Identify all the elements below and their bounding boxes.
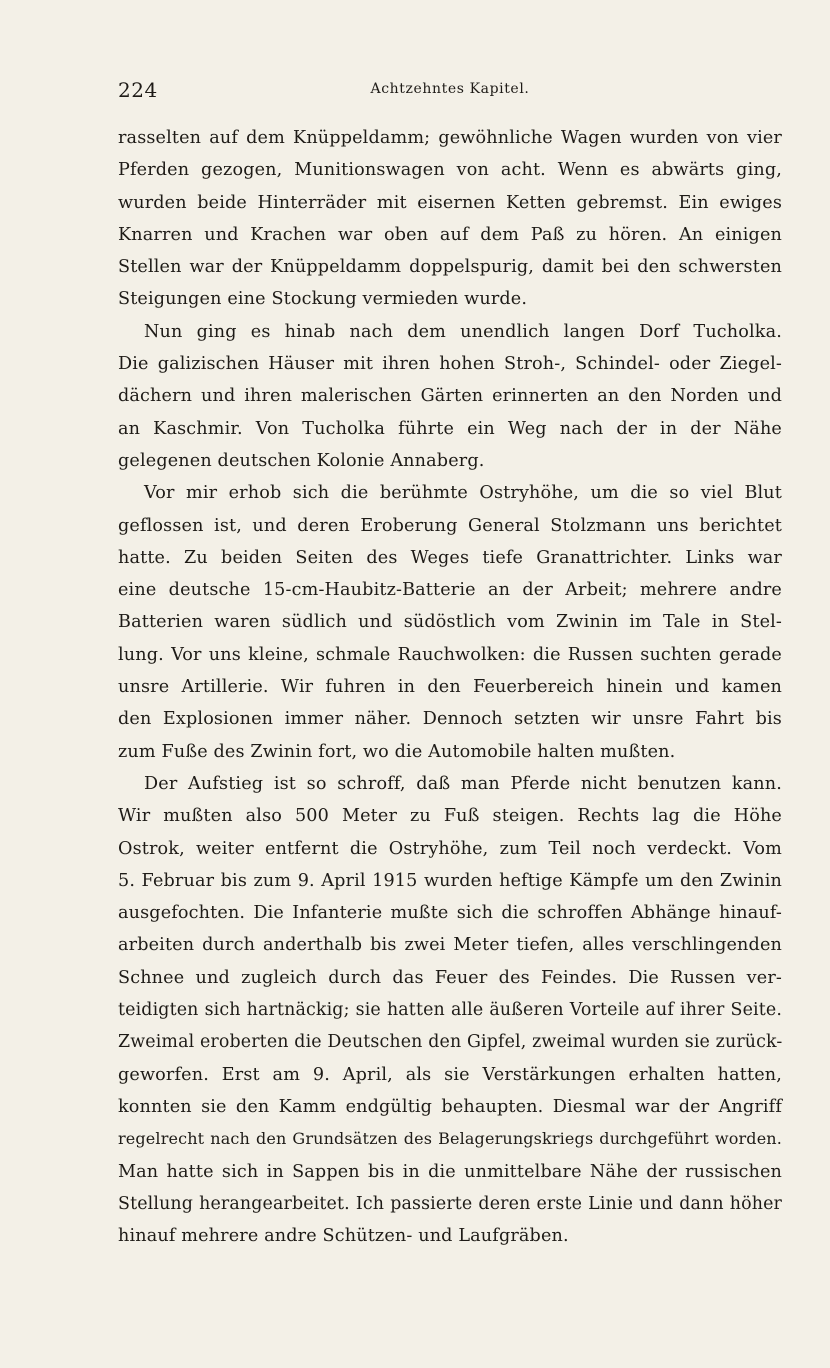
text-line: Man hatte sich in Sappen bis in die unmittelbare Nähe der russischen <box>118 1161 782 1182</box>
text-line: Wir mußten also 500 Meter zu Fuß steigen. Rechts lag die Höhe <box>118 806 782 827</box>
text-line: Batterien waren südlich und südöstlich vom Zwinin im Tale in Stel- <box>118 612 782 633</box>
text-line: hatte. Zu beiden Seiten des Weges tiefe Granattrichter. Links war <box>118 547 782 568</box>
text-line: teidigten sich hartnäckig; sie hatten alle äußeren Vorteile auf ihrer Seite. <box>118 1000 782 1021</box>
text-line: eine deutsche 15-cm-Haubitz-Batterie an der Arbeit; mehrere andre <box>118 580 782 601</box>
text-line: arbeiten durch anderthalb bis zwei Meter tiefen, alles verschlingenden <box>118 935 782 956</box>
text-line: hinauf mehrere andre Schützen- und Laufgräben. <box>118 1226 569 1247</box>
running-head: Achtzehntes Kapitel. <box>370 81 530 97</box>
text-line: Nun ging es hinab nach dem unendlich langen Dorf Tucholka. <box>144 321 782 342</box>
text-line: an Kaschmir. Von Tucholka führte ein Weg nach der in der Nähe <box>118 418 782 439</box>
text-line: Steigungen eine Stockung vermieden wurde. <box>118 289 528 310</box>
text-line: Schnee und zugleich durch das Feuer des Feindes. Die Russen ver- <box>118 967 782 988</box>
text-line: konnten sie den Kamm endgültig behaupten. Diesmal war der Angriff <box>118 1096 782 1117</box>
text-line: Pferden gezogen, Munitionswagen von acht. Wenn es abwärts ging, <box>118 160 782 181</box>
text-line: Stellung herangearbeitet. Ich passierte deren erste Linie und dann höher <box>118 1193 782 1214</box>
text-line: Vor mir erhob sich die berühmte Ostryhöhe, um die so viel Blut <box>144 483 782 504</box>
text-line: geworfen. Erst am 9. April, als sie Verstärkungen erhalten hatten, <box>118 1064 782 1085</box>
text-line: regelrecht nach den Grundsätzen des Belagerungskriegs durchgeführt worden. <box>118 1129 782 1149</box>
text-line: geflossen ist, und deren Eroberung General Stolzmann uns berichtet <box>118 515 782 536</box>
text-line: lung. Vor uns kleine, schmale Rauchwolken: die Russen suchten gerade <box>118 644 782 665</box>
text-line: dächern und ihren malerischen Gärten erinnerten an den Norden und <box>118 386 782 407</box>
text-line: Ostrok, weiter entfernt die Ostryhöhe, zum Teil noch verdeckt. Vom <box>118 838 782 859</box>
text-line: Knarren und Krachen war oben auf dem Paß zu hören. An einigen <box>118 224 782 245</box>
text-line: 5. Februar bis zum 9. April 1915 wurden heftige Kämpfe um den Zwinin <box>118 870 782 891</box>
text-line: ausgefochten. Die Infanterie mußte sich die schroffen Abhänge hinauf- <box>118 903 782 924</box>
page-number: 224 <box>118 78 158 102</box>
text-line: Zweimal eroberten die Deutschen den Gipfel, zweimal wurden sie zurück- <box>118 1032 783 1053</box>
text-line: gelegenen deutschen Kolonie Annaberg. <box>118 450 485 471</box>
text-line: Der Aufstieg ist so schroff, daß man Pferde nicht benutzen kann. <box>144 773 782 794</box>
text-line: wurden beide Hinterräder mit eisernen Ketten gebremst. Ein ewiges <box>118 192 782 213</box>
body-text <box>118 122 782 1252</box>
text-line: den Explosionen immer näher. Dennoch setzten wir unsre Fahrt bis <box>118 709 782 730</box>
text-line: Stellen war der Knüppeldamm doppelspurig, damit bei den schwersten <box>118 257 782 278</box>
text-line: Die galizischen Häuser mit ihren hohen Stroh-, Schindel- oder Ziegel- <box>118 354 782 375</box>
page-header <box>118 78 782 108</box>
text-line: rasselten auf dem Knüppeldamm; gewöhnliche Wagen wurden von vier <box>118 128 782 148</box>
text-line: unsre Artillerie. Wir fuhren in den Feuerbereich hinein und kamen <box>118 677 782 698</box>
text-line: zum Fuße des Zwinin fort, wo die Automobile halten mußten. <box>118 741 676 762</box>
